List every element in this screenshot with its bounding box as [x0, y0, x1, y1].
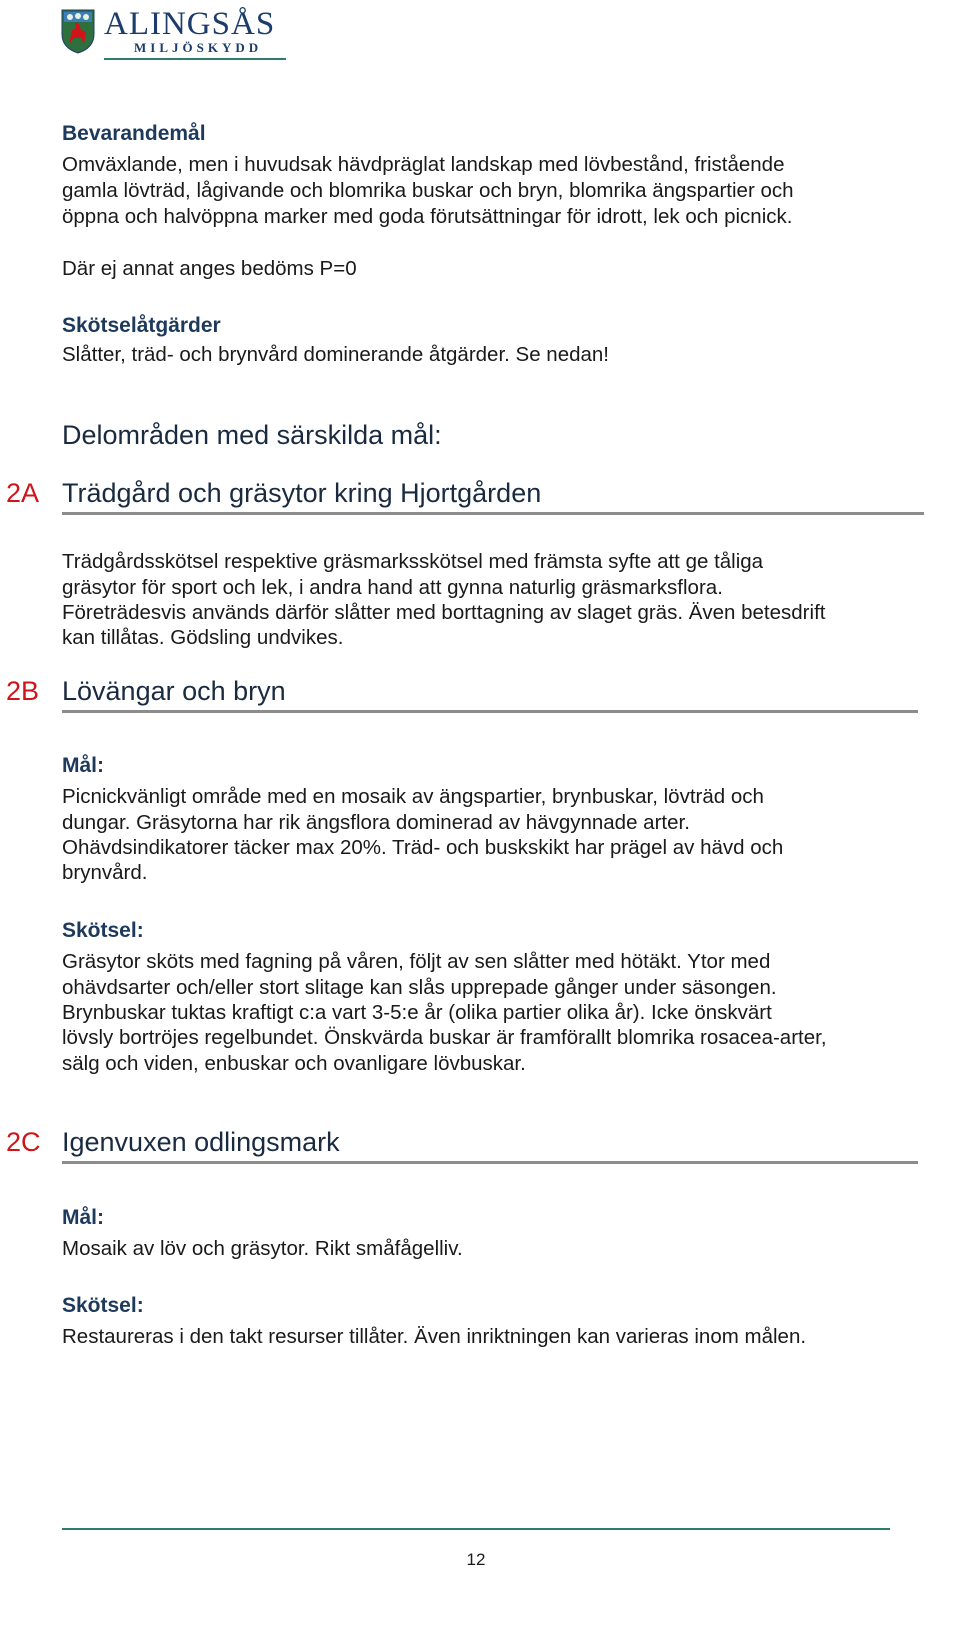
intro-line: Omväxlande, men i huvudsak hävdpräglat landskap med lövbestånd, fristående: [62, 153, 785, 176]
care-label: Skötsel:: [62, 919, 144, 942]
care-line: Gräsytor sköts med fagning på våren, följt av sen slåtter med hötäkt. Ytor med: [62, 950, 771, 973]
intro-note: Där ej annat anges bedöms P=0: [62, 257, 357, 280]
care-line: ohävdsarter och/eller stort slitage kan slås upprepade gånger under säsongen.: [62, 976, 777, 999]
section-number: 2B: [6, 676, 40, 706]
page-number: 12: [466, 1550, 486, 1569]
section-number: 2A: [6, 478, 40, 508]
care-text: Restaureras i den takt resurser tillåter. Även inriktningen kan varieras inom målen.: [62, 1325, 807, 1348]
logo: [60, 6, 300, 56]
section-rule: [62, 710, 918, 713]
actions-heading: Skötselåtgärder: [62, 314, 221, 337]
care-label: Skötsel:: [62, 1294, 144, 1317]
logo-subtitle: MILJÖSKYDD: [134, 40, 263, 55]
subareas-heading: Delområden med särskilda mål:: [62, 420, 442, 450]
section-title: Trädgård och gräsytor kring Hjortgården: [62, 478, 542, 508]
goal-line: brynvård.: [62, 861, 148, 884]
section-line: gräsytor för sport och lek, i andra hand att gynna naturlig gräsmarksflora.: [62, 576, 723, 599]
intro-heading: Bevarandemål: [62, 122, 206, 145]
section-line: Företrädesvis används därför slåtter med borttagning av slaget gräs. Även betesdrift: [62, 601, 826, 624]
section-line: Trädgårdsskötsel respektive gräsmarksskötsel med främsta syfte att ge tåliga: [62, 550, 764, 573]
intro-line: öppna och halvöppna marker med goda förutsättningar för idrott, lek och picnick.: [62, 205, 793, 228]
goal-text: Mosaik av löv och gräsytor. Rikt småfågelliv.: [62, 1237, 463, 1260]
section-title: Lövängar och bryn: [62, 676, 286, 706]
care-line: Brynbuskar tuktas kraftigt c:a vart 3-5:e år (olika partier olika år). Icke önskvärt: [62, 1001, 772, 1024]
goal-label: Mål:: [62, 754, 104, 777]
goal-label: Mål:: [62, 1206, 104, 1229]
logo-name: ALINGSÅS: [104, 6, 276, 42]
section-rule: [62, 512, 924, 515]
section-number: 2C: [6, 1127, 41, 1157]
section-rule: [62, 1161, 918, 1164]
goal-line: Ohävdsindikatorer täcker max 20%. Träd- och buskskikt har prägel av hävd och: [62, 836, 784, 859]
care-line: lövsly bortröjes regelbundet. Önskvärda buskar är framförallt blomrika rosacea-arter,: [62, 1026, 827, 1049]
footer-rule: [62, 1528, 890, 1530]
goal-line: dungar. Gräsytorna har rik ängsflora dominerad av hävgynnade arter.: [62, 811, 690, 834]
section-title: Igenvuxen odlingsmark: [62, 1127, 340, 1157]
goal-line: Picnickvänligt område med en mosaik av ängspartier, brynbuskar, lövträd och: [62, 785, 764, 808]
section-line: kan tillåtas. Gödsling undvikes.: [62, 626, 344, 649]
care-line: sälg och viden, enbuskar och ovanligare lövbuskar.: [62, 1052, 526, 1075]
actions-text: Slåtter, träd- och brynvård dominerande åtgärder. Se nedan!: [62, 343, 610, 366]
logo-underline: [104, 58, 286, 60]
coat-of-arms-icon: [60, 8, 96, 54]
intro-line: gamla lövträd, lågivande och blomrika buskar och bryn, blomrika ängspartier och: [62, 179, 794, 202]
